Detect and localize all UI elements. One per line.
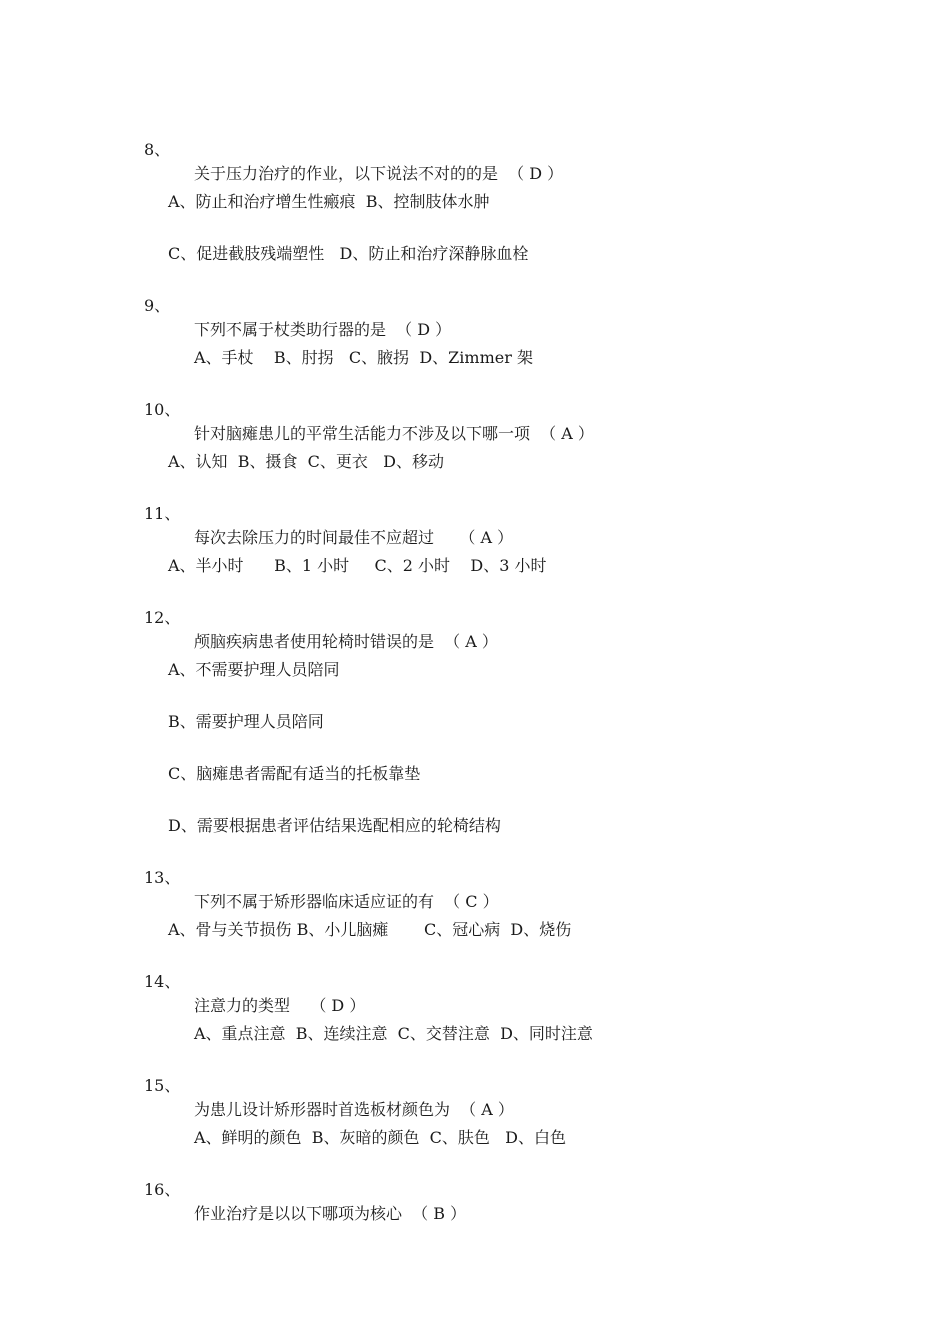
question-10 — [0, 374, 594, 443]
question-text: 注意力的类型 （ D ） — [194, 996, 366, 1015]
question-text: 颅脑疾病患者使用轮椅时错误的是 （ A ） — [194, 632, 498, 651]
question-text: 关于压力治疗的作业，以下说法不对的的是 （ D ） — [194, 164, 564, 183]
question-12-option-b — [0, 686, 324, 731]
question-11 — [0, 478, 514, 547]
question-number: 9、 — [144, 296, 171, 315]
question-number: 11、 — [144, 504, 181, 523]
option-line: A、半小时 B、1 小时 C、2 小时 D、3 小时 — [168, 556, 547, 575]
question-text: 每次去除压力的时间最佳不应超过 （ A ） — [194, 528, 514, 547]
question-text: 为患儿设计矫形器时首选板材颜色为 （ A ） — [194, 1100, 514, 1119]
question-12-option-d — [0, 790, 501, 835]
question-text: 下列不属于杖类助行器的是 （ D ） — [194, 320, 452, 339]
option-line: A、骨与关节损伤 B、小儿脑瘫 C、冠心病 D、烧伤 — [168, 920, 572, 939]
question-number: 14、 — [144, 972, 181, 991]
option-line: A、防止和治疗增生性瘢痕 B、控制肢体水肿 — [168, 192, 490, 211]
question-text: 作业治疗是以以下哪项为核心 （ B ） — [194, 1204, 467, 1223]
option-line: B、需要护理人员陪同 — [168, 712, 324, 731]
option-line: C、促进截肢残端塑性 D、防止和治疗深静脉血栓 — [168, 244, 529, 263]
question-9 — [0, 270, 452, 339]
question-number: 12、 — [144, 608, 181, 627]
question-12-option-a — [0, 634, 340, 679]
option-line: A、鲜明的颜色 B、灰暗的颜色 C、肤色 D、白色 — [194, 1128, 566, 1147]
question-number: 16、 — [144, 1180, 181, 1199]
question-number: 15、 — [144, 1076, 181, 1095]
question-12-option-c — [0, 738, 421, 783]
question-13 — [0, 842, 499, 911]
option-line: A、不需要护理人员陪同 — [168, 660, 340, 679]
option-line: C、脑瘫患者需配有适当的托板靠垫 — [168, 764, 421, 783]
question-text: 针对脑瘫患儿的平常生活能力不涉及以下哪一项 （ A ） — [194, 424, 594, 443]
question-14 — [0, 946, 366, 1015]
option-line: A、认知 B、摄食 C、更衣 D、移动 — [168, 452, 444, 471]
question-16 — [0, 1154, 467, 1223]
question-number: 10、 — [144, 400, 181, 419]
option-line: A、重点注意 B、连续注意 C、交替注意 D、同时注意 — [194, 1024, 593, 1043]
question-8 — [0, 114, 564, 183]
question-8-options-2 — [0, 218, 529, 263]
option-line: D、需要根据患者评估结果选配相应的轮椅结构 — [168, 816, 501, 835]
question-text: 下列不属于矫形器临床适应证的有 （ C ） — [194, 892, 499, 911]
question-12 — [0, 582, 498, 651]
question-15 — [0, 1050, 514, 1119]
question-number: 8、 — [144, 140, 171, 159]
question-number: 13、 — [144, 868, 181, 887]
option-line: A、手杖 B、肘拐 C、腋拐 D、Zimmer 架 — [194, 348, 533, 367]
